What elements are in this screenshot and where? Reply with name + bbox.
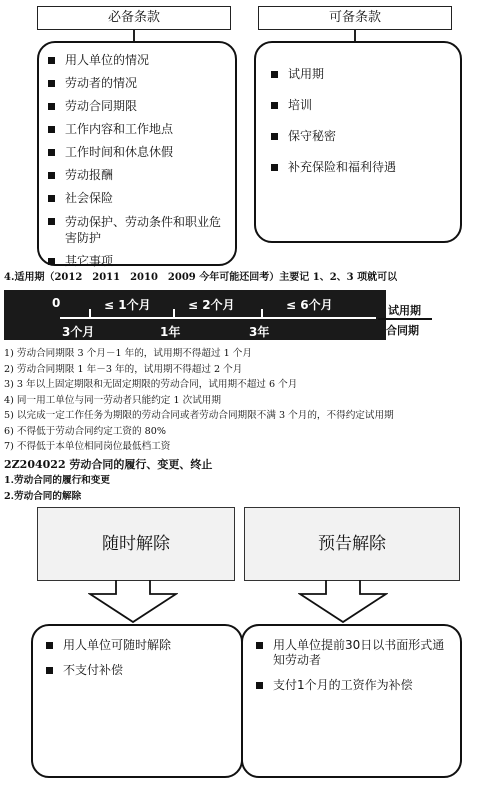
notice-dissolution-panel <box>241 624 462 778</box>
list-item: 用人单位的情况 <box>45 53 225 68</box>
tl-le6: ≤ 6个月 <box>286 298 333 312</box>
notice-dissolution-header: 预告解除 <box>244 507 460 581</box>
down-arrow-icon <box>88 580 178 624</box>
optional-terms-header: 可备条款 <box>258 6 452 30</box>
list-item: 培训 <box>268 98 448 113</box>
immediate-dissolution-panel <box>31 624 243 778</box>
list-item: 工作时间和休息休假 <box>45 145 225 160</box>
rule-line: 2) 劳动合同期限 1 年－3 年的，试用期不得超过 2 个月 <box>4 363 243 375</box>
rule-line: 1) 劳动合同期限 3 个月－1 年的，试用期不得超过 1 个月 <box>4 348 252 359</box>
list-item: 劳动保护、劳动条件和职业危害防护 <box>45 214 225 246</box>
list-item: 社会保险 <box>45 191 225 206</box>
probation-rules <box>4 345 394 454</box>
list-item: 保守秘密 <box>268 129 448 144</box>
tl-tick-3y <box>261 309 263 319</box>
optional-terms-list <box>268 67 448 175</box>
tl-probation-label: 试用期 <box>388 304 421 317</box>
subsection-2: 2.劳动合同的解除 <box>4 491 82 502</box>
optional-terms-panel <box>254 41 462 243</box>
required-terms-list <box>45 53 225 269</box>
list-item: 劳动者的情况 <box>45 76 225 91</box>
list-item: 不支付补偿 <box>43 663 229 678</box>
list-item: 用人单位提前30日以书面形式通知劳动者 <box>253 638 449 668</box>
notice-dissolution-list <box>253 638 449 693</box>
rule-line: 5) 以完成一定工作任务为期限的劳动合同或者劳动合同期限不满 3 个月的，不得约定试用期 <box>4 410 394 421</box>
list-item: 补充保险和福利待遇 <box>268 160 448 175</box>
list-item: 支付1个月的工资作为补偿 <box>253 678 449 693</box>
list-item: 试用期 <box>268 67 448 82</box>
list-item: 工作内容和工作地点 <box>45 122 225 137</box>
tl-le1: ≤ 1个月 <box>104 298 151 312</box>
rule-line: 3) 3 年以上固定期限和无固定期限的劳动合同，试用期不超过 6 个月 <box>4 379 298 390</box>
list-item: 其它事项 <box>45 254 225 269</box>
list-item: 劳动报酬 <box>45 168 225 183</box>
probation-heading: 4.适用期（2012 2011 2010 2009 今年可能还回考）主要记 1、2、3 项就可以 <box>4 272 398 283</box>
down-arrow-icon <box>298 580 388 624</box>
immediate-dissolution-header: 随时解除 <box>37 507 235 581</box>
list-item: 用人单位可随时解除 <box>43 638 229 653</box>
tl-tick-1y <box>173 309 175 319</box>
tl-divider <box>378 318 432 320</box>
tl-1y: 1年 <box>160 325 181 339</box>
section-title: 2Z204022 劳动合同的履行、变更、终止 <box>4 458 213 471</box>
immediate-dissolution-list <box>43 638 229 678</box>
tl-3y: 3年 <box>249 325 270 339</box>
tl-3m: 3个月 <box>62 325 95 339</box>
rule-line: 7) 不得低于本单位相同岗位最低档工资 <box>4 441 171 452</box>
tl-zero: 0 <box>52 296 61 310</box>
subsection-1: 1.劳动合同的履行和变更 <box>4 475 110 486</box>
required-terms-header: 必备条款 <box>37 6 231 30</box>
tl-axis-line <box>60 317 376 319</box>
list-item: 劳动合同期限 <box>45 99 225 114</box>
required-terms-panel <box>37 41 237 266</box>
tl-tick-3m <box>89 309 91 319</box>
tl-contract-label: 合同期 <box>386 324 419 337</box>
rule-line: 6) 不得低于劳动合同约定工资的 80% <box>4 425 166 437</box>
rule-line: 4) 同一用工单位与同一劳动者只能约定 1 次试用期 <box>4 394 221 406</box>
tl-le2: ≤ 2个月 <box>188 298 235 312</box>
